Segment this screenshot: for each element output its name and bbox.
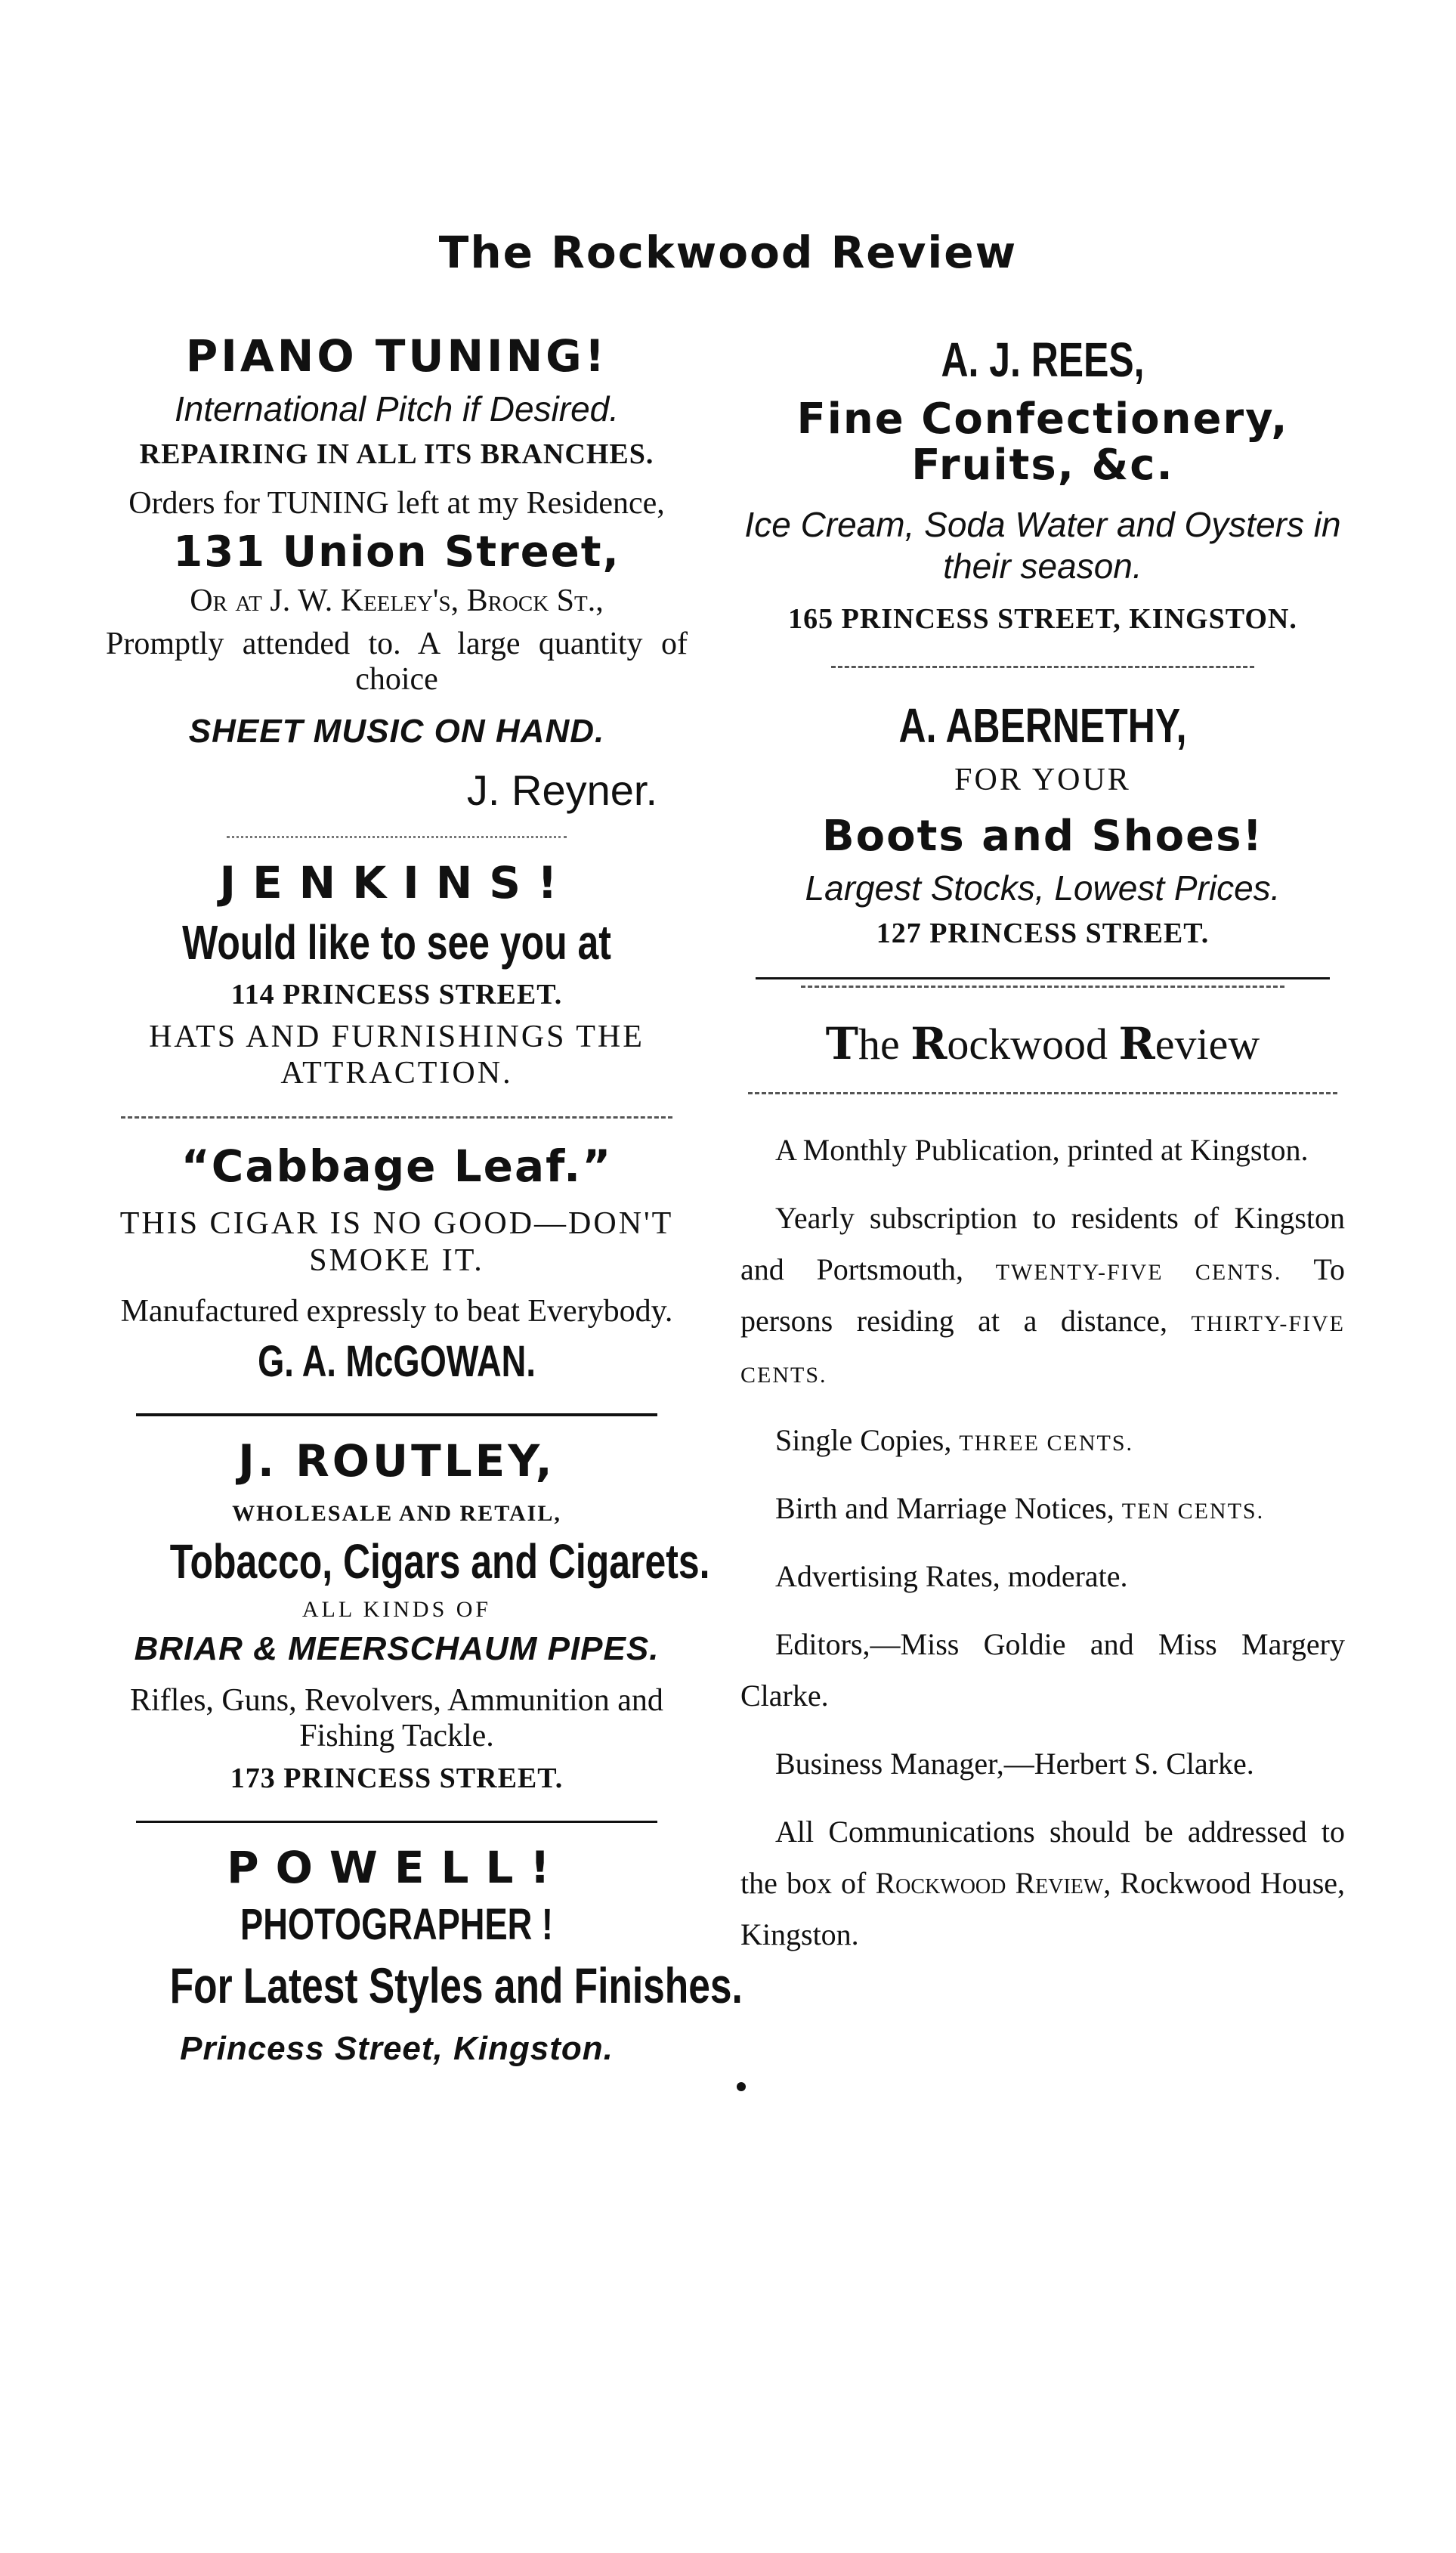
rees-line1: Fine Confectionery, [796,394,1289,444]
powell-name: POWELL! [227,1841,567,1893]
left-column [106,330,743,2068]
page-header: The Rockwood Review [438,227,1018,278]
ad-powell [106,1841,743,2068]
piano-headline: PIANO TUNING! [185,330,608,382]
divider [227,836,567,838]
routley-trade: WHOLESALE AND RETAIL, [232,1500,561,1526]
review-paragraph [740,1738,1345,1790]
rees-address: 165 PRINCESS STREET, KINGSTON. [788,603,1297,636]
review-title [740,1018,1345,1069]
review-title-initial: R [910,1017,947,1069]
abernethy-address: 127 PRINCESS STREET. [876,917,1210,949]
piano-tagline: International Pitch if Desired. [174,388,620,429]
ad-rees [740,333,1345,636]
ad-cabbage-leaf [106,1140,688,1388]
routley-pipes: BRIAR & MEERSCHAUM PIPES. [134,1629,660,1667]
divider [801,986,1284,988]
divider [136,1821,657,1823]
rees-line3: Ice Cream, Soda Water and Oysters in their season. [744,504,1341,586]
divider [748,1092,1337,1094]
review-subscription-distance: To persons residing at a distance, [740,1252,1345,1338]
right-column [740,333,1345,1977]
powell-role: PHOTOGRAPHER ! [240,1899,553,1949]
review-subscription-distance-price: THIRTY-FIVE CENTS. [740,1311,1345,1388]
review-paragraph [740,1193,1345,1398]
review-title-initial: T [825,1017,858,1069]
cabbage-line1: THIS CIGAR IS NO GOOD—DON'T SMOKE IT. [119,1206,674,1278]
review-subscription-price: TWENTY-FIVE CENTS. [995,1259,1282,1285]
review-single-copies: Single Copies, [775,1422,952,1457]
jenkins-name: JENKINS! [219,856,574,908]
review-title-initial: R [1118,1017,1155,1069]
jenkins-address: 114 PRINCESS STREET. [230,979,563,1011]
review-paragraph [740,1619,1345,1722]
piano-repairs: REPAIRING IN ALL ITS BRANCHES. [139,438,654,470]
cabbage-brand: “Cabbage Leaf.” [181,1140,613,1192]
routley-name: J. ROUTLEY, [238,1434,555,1487]
abernethy-goods: Boots and Shoes! [822,812,1263,862]
divider [121,1116,672,1119]
routley-address: 173 PRINCESS STREET. [230,1762,564,1794]
piano-signature: J. Reyner. [466,766,657,814]
stray-dot [737,2082,746,2091]
ad-routley [106,1434,710,1795]
review-publication: A Monthly Publication, printed at Kingston. [775,1132,1309,1167]
piano-promptly: Promptly attended to. A large quantity of choice [106,626,688,697]
rees-line2: Fruits, &c. [911,441,1174,490]
powell-offer: For Latest Styles and Finishes. [169,1957,743,2014]
piano-orders: Orders for TUNING left at my Residence, [128,485,665,521]
abernethy-name: A. ABERNETHY, [898,698,1187,754]
review-communications: All Communications should be addressed to the box of [740,1814,1345,1900]
review-business-manager: Business Manager,—Herbert S. Clarke. [775,1746,1254,1781]
review-title-part: ockwood [947,1019,1119,1069]
divider [136,1413,657,1416]
powell-address: Princess Street, Kingston. [180,2030,614,2068]
review-title-part: eview [1155,1019,1260,1069]
review-masthead [740,1018,1345,1960]
piano-address: 131 Union Street, [173,528,620,577]
abernethy-slogan: Largest Stocks, Lowest Prices. [805,868,1281,908]
review-notices: Birth and Marriage Notices, [775,1490,1114,1525]
ad-abernethy [740,698,1345,950]
review-communications-name: Rockwood Review, [875,1865,1111,1900]
routley-kinds: ALL KINDS OF [301,1597,492,1623]
review-title-part: he [858,1019,911,1069]
piano-sheet-music: SHEET MUSIC ON HAND. [188,712,605,750]
review-paragraph [740,1551,1345,1602]
review-advertising: Advertising Rates, moderate. [775,1558,1128,1593]
ad-piano-tuning [106,330,688,815]
routley-goods: Tobacco, Cigars and Cigarets. [169,1533,710,1589]
review-paragraph [740,1125,1345,1176]
abernethy-for-your: FOR YOUR [954,762,1131,797]
jenkins-line1: Would like to see you at [182,914,611,970]
review-editors: Editors,—Miss Goldie and Miss Margery Clarke. [740,1626,1345,1713]
divider [756,977,1330,979]
review-communications-address: Rockwood House, Kingston. [740,1865,1346,1951]
routley-sundries: Rifles, Guns, Revolvers, Ammunition and Fishing Tackle. [130,1682,663,1753]
rees-name: A. J. REES, [941,333,1145,387]
cabbage-line2: Manufactured expressly to beat Everybody. [120,1294,673,1329]
piano-or-at: Or at J. W. Keeley's, Brock St., [190,583,604,618]
ad-jenkins [106,856,688,1092]
review-paragraph [740,1415,1345,1466]
review-notices-price: TEN CENTS. [1121,1498,1265,1524]
jenkins-line2: HATS AND FURNISHINGS THE ATTRACTION. [149,1020,645,1091]
review-paragraph [740,1483,1345,1534]
review-paragraph [740,1806,1345,1960]
review-single-copies-price: THREE CENTS. [959,1430,1134,1456]
cabbage-maker: G. A. McGOWAN. [258,1337,536,1387]
review-subscription: Yearly subscription to residents of Kingston and Portsmouth, [740,1200,1345,1286]
divider [831,666,1254,668]
